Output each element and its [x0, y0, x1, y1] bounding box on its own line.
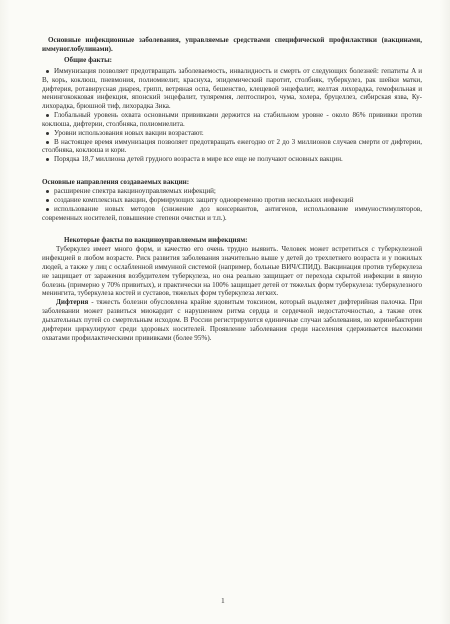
diphtheria-paragraph — [42, 298, 422, 342]
general-fact-item: Иммунизация позволяет предотвращать заболеваемость, инвалидность и смерть от следующих болезней: гепатиты A и B, корь, коклюш, пневмония, полиомиелит, краснуха, эпидемический паротит, столбняк, туберкулез, рак шейки матки, дифтерия, ротавирусная диарея, грипп, ветряная оспа, бешенство, клещевой энцефалит, желтая лихорадка, гемофильная и менингококковая инфекция, японский энцефалит, туляремия, лептоспироз, чума, холера, бруцеллез, сибирская язва, Ку-лихорадка, брюшной тиф, лихорадка Зика. — [42, 66, 422, 111]
general-fact-item: Уровни использования новых вакцин возрастают. — [42, 129, 422, 138]
spacer — [42, 222, 422, 236]
page-number: 1 — [221, 596, 225, 605]
direction-item: расширение спектра вакциноуправляемых инфекций; — [42, 187, 422, 196]
direction-item: использование новых методов (снижение доз консервантов, антигенов, использование иммуностимуляторов, современных носителей, повышение степени очистки и т.п.). — [42, 204, 422, 222]
directions-list — [42, 187, 422, 222]
tuberculosis-paragraph: Туберкулез имеет много форм, и качество его очень трудно выявить. Человек может встретиться с туберкулезной инфекцией в любом возрасте. Риск развития заболевания значительно выше у детей до трехлетнего возраста и у пожилых людей, а также у лиц с ослабленной иммунной системой (например, больные ВИЧ/СПИД). Вакцинация против туберкулеза не защищает от заражения возбудителем туберкулеза, но она реально защищает от перехода скрытой инфекции в явную болезнь (примерно у 70% привитых), и практически на 100% защищает детей от тяжелых форм туберкулеза: туберкулезного менингита, туберкулеза костей и суставов, тяжелых форм туберкулеза легких. — [42, 245, 422, 298]
document-title: Основные инфекционные заболевания, управляемые средствами специфической профилактики (вакцинами, иммуноглобулинами). — [42, 36, 422, 53]
general-fact-item: Порядка 18,7 миллиона детей грудного возраста в мире все еще не получают основных вакцин. — [42, 155, 422, 164]
diphtheria-text: - тяжесть болезни обусловлена крайне ядовитым токсином, который выделяет дифтерийная палочка. При заболевании может развиться миокардит с нарушением ритма сердца и сердечной недостаточностью, а также отек дыхательных путей со смертельным исходом. В России регистрируются единичные случаи заболевания, но коринебактерии дифтерии циркулируют среди здоровых носителей. Проявление заболевания среди населения сдерживается высокими охватами профилактическими прививками (более 95%). — [42, 298, 422, 342]
direction-item: создание комплексных вакцин, формирующих защиту одновременно против нескольких инфекций — [42, 196, 422, 205]
general-fact-item: В настоящее время иммунизация позволяет предотвращать ежегодно от 2 до 3 миллионов случаев смерти от дифтерии, столбняка, коклюша и кори. — [42, 137, 422, 155]
spacer — [42, 164, 422, 178]
general-facts-list — [42, 67, 422, 164]
general-fact-item: Глобальный уровень охвата основными прививками держится на стабильном уровне - около 86% прививки против коклюша, дифтерии, столбняка, полиомиелита. — [42, 111, 422, 128]
diphtheria-lead: Дифтерия — [56, 298, 89, 307]
general-facts-heading: Общие факты: — [64, 56, 112, 64]
facts-heading: Некоторые факты по вакциноуправляемым инфекциям: — [64, 236, 248, 245]
document-body — [42, 36, 422, 342]
directions-heading: Основные направления создаваемых вакцин: — [42, 178, 190, 187]
